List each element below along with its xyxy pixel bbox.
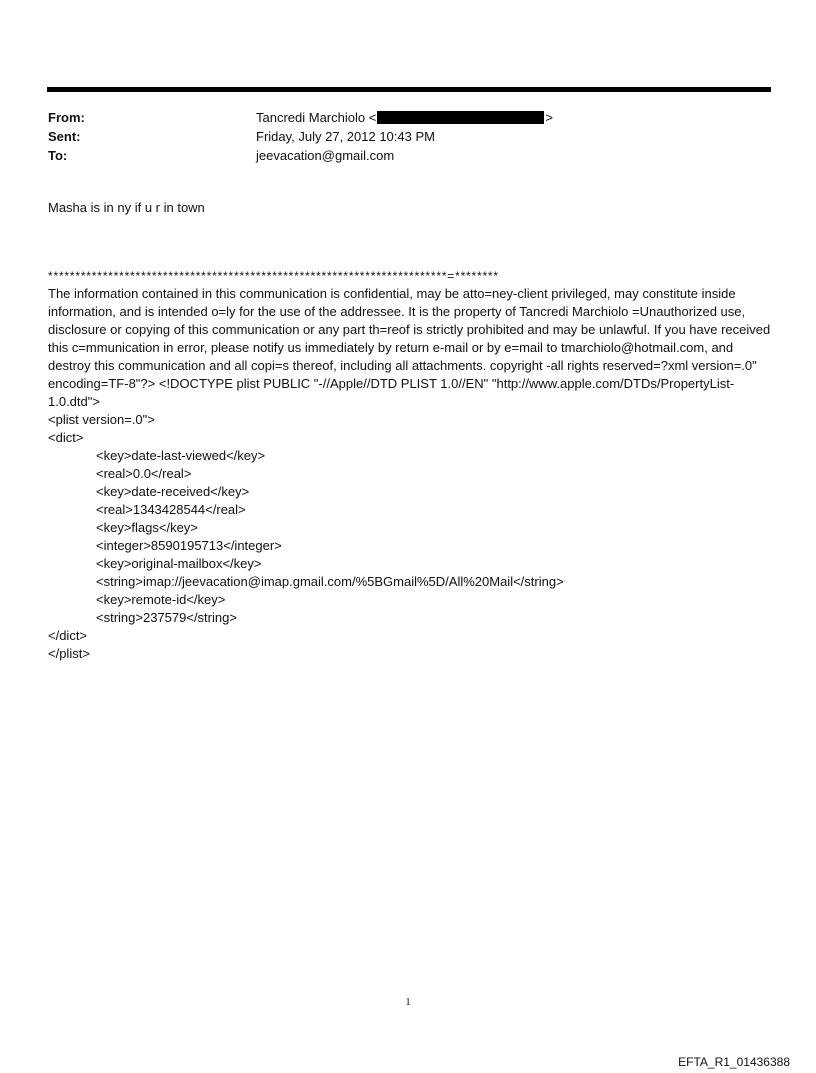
plist-entry: <string>imap://jeevacation@imap.gmail.com/%5BGmail%5D/All%20Mail</string> xyxy=(96,574,564,589)
page-number: 1 xyxy=(405,996,411,1008)
plist-entry: <key>flags</key> xyxy=(96,520,198,535)
plist-close: </plist> xyxy=(48,646,90,661)
to-value: jeevacation@gmail.com xyxy=(256,148,395,163)
redaction-bar xyxy=(377,111,544,124)
email-body: Masha is in ny if u r in town xyxy=(48,200,205,215)
bates-number: EFTA_R1_01436388 xyxy=(678,1055,790,1069)
sent-label: Sent: xyxy=(48,129,81,144)
from-row xyxy=(48,108,553,127)
header-rule xyxy=(47,87,771,92)
plist-entry: <integer>8590195713</integer> xyxy=(96,538,282,553)
plist-entry: <key>remote-id</key> xyxy=(96,592,226,607)
dict-open: <dict> xyxy=(48,430,84,445)
from-name: Tancredi Marchiolo < xyxy=(256,110,377,125)
plist-entry: <key>date-last-viewed</key> xyxy=(96,448,266,463)
disclaimer-text: The information contained in this communication is confidential, may be atto=ney-client privileged, may constitute inside information, and is intended o=ly for the use of the addressee. It is the property of Tancredi Marchiolo =Unauthorized use, disclosure or copying of this communication or any part th=reof is strictly prohibited and may be unlawful. If you have received this c=mmunication in error, please notify us immediately by return e-mail or by e=mail to tmarchiolo@hotmail.com, and destroy this communication and all copi=s thereof, including all attachments. copyright -all rights reserved=?xml version=.0" encoding=TF-8"?> <!DOCTYPE plist PUBLIC "-//Apple//DTD PLIST 1.0//EN" "http://www.apple.com/DTDs/PropertyList-1.0.dtd"> xyxy=(48,286,771,409)
confidentiality-footer xyxy=(48,267,778,663)
plist-open: <plist version=.0"> xyxy=(48,412,155,427)
sent-value: Friday, July 27, 2012 10:43 PM xyxy=(256,129,435,144)
email-headers xyxy=(48,108,553,165)
from-value xyxy=(256,108,553,127)
to-row xyxy=(48,146,553,165)
plist-entry: <key>original-mailbox</key> xyxy=(96,556,262,571)
plist-entry: <string>237579</string> xyxy=(96,610,237,625)
dict-close: </dict> xyxy=(48,628,88,643)
plist-entry: <real>0.0</real> xyxy=(96,466,192,481)
to-label: To: xyxy=(48,148,68,163)
from-label: From: xyxy=(48,110,85,125)
from-close: > xyxy=(545,110,553,125)
plist-entry: <key>date-received</key> xyxy=(96,484,250,499)
sent-row xyxy=(48,127,553,146)
plist-entry: <real>1343428544</real> xyxy=(96,502,246,517)
separator-stars: *************************************************************************=******** xyxy=(48,269,499,283)
